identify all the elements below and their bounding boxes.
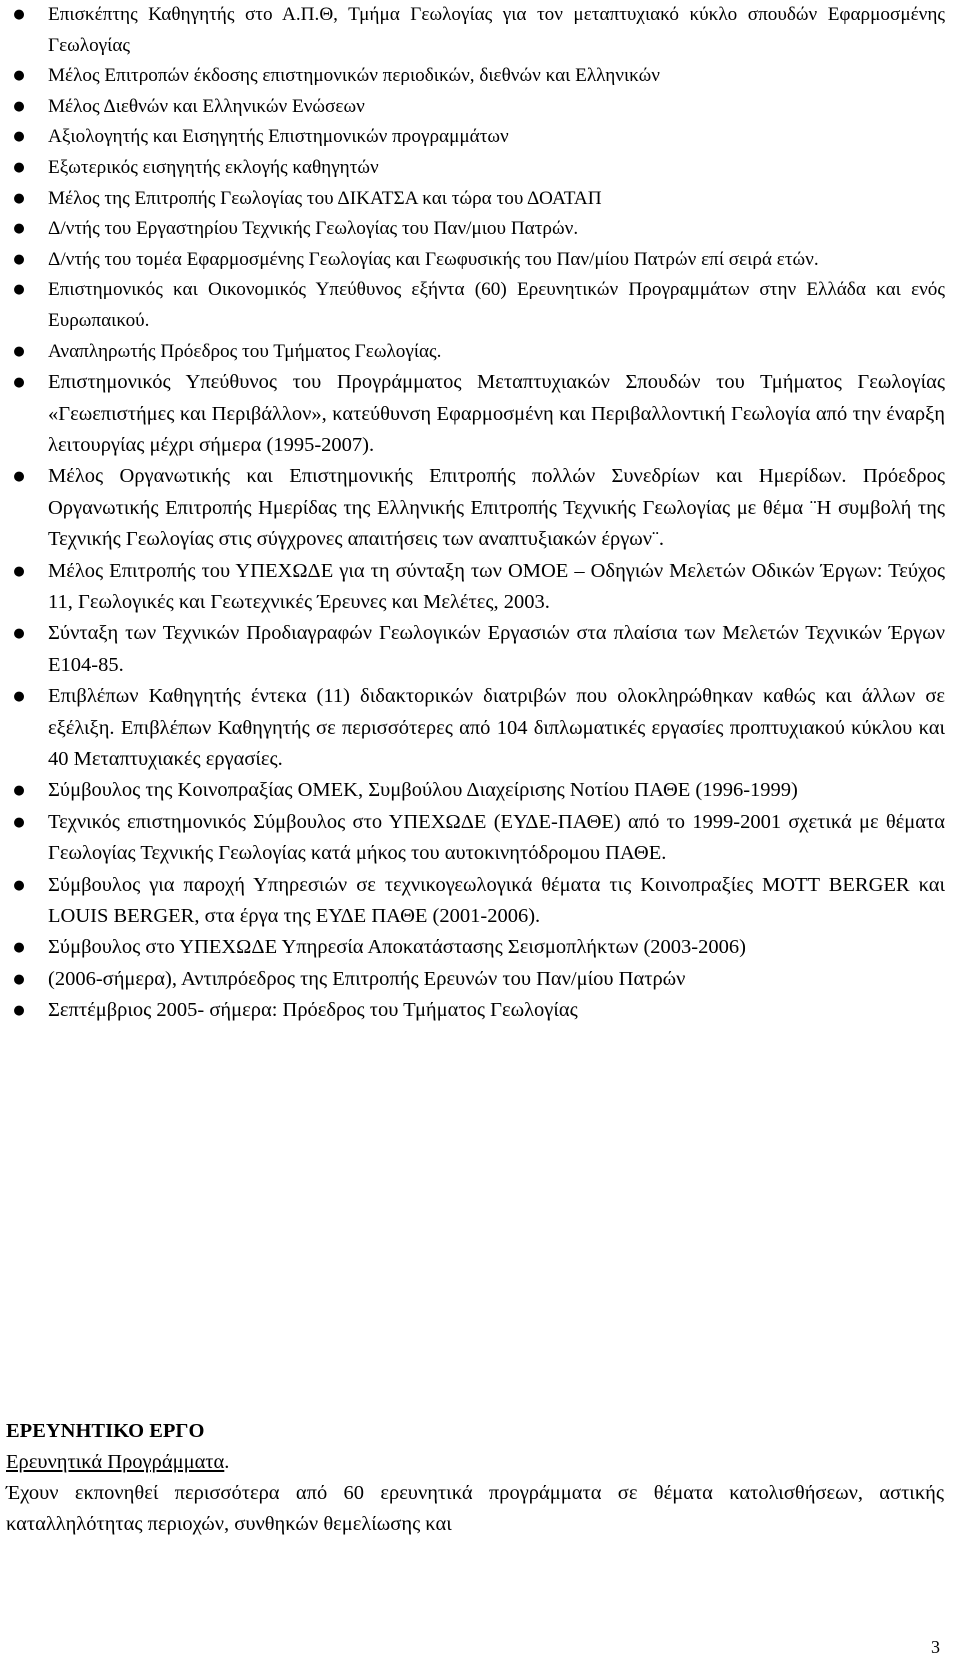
list-item: [10, 964, 945, 995]
list-item-text: Σύμβουλος στο ΥΠΕΧΩΔΕ Υπηρεσία Αποκατάστασης Σεισμοπλήκτων (2003-2006): [48, 936, 746, 959]
list-item: [10, 618, 945, 681]
bullet-icon: ●: [13, 282, 25, 298]
list-item-text: Σεπτέμβριος 2005- σήμερα: Πρόεδρος του Τμήματος Γεωλογίας: [48, 999, 578, 1022]
list-item: [10, 184, 945, 215]
section-paragraph: Έχουν εκπονηθεί περισσότερα από 60 ερευνητικά προγράμματα σε θέματα κατολισθήσεων, αστικής καταλληλότητας περιοχών, συνθηκών θεμελίωσης και: [6, 1482, 944, 1535]
list-item: [10, 275, 945, 336]
list-item: [10, 807, 945, 870]
bullet-icon: ●: [13, 375, 25, 391]
list-item: [10, 775, 945, 806]
list-item: [10, 337, 945, 368]
list-item: [10, 214, 945, 245]
bullet-icon: ●: [13, 98, 25, 114]
bullet-icon: ●: [13, 343, 25, 359]
list-item-text: Μέλος Οργανωτικής και Επιστημονικής Επιτροπής πολλών Συνεδρίων και Ημερίδων. Πρόεδρος Οργανωτικής Επιτροπής Ημερίδας της Ελληνικής Επιτροπής Τεχνικής Γεωλογίας με θέμα ¨Η συμβολή της Τεχνικής Γεωλογίας στις σύγχρονες απαιτήσεις των αναπτυξιακών έργων¨.: [48, 465, 945, 551]
list-item: [10, 681, 945, 775]
list-item-text: Τεχνικός επιστημονικός Σύμβουλος στο ΥΠΕΧΩΔΕ (ΕΥΔΕ-ΠΑΘΕ) από το 1999-2001 σχετικά με θέματα Γεωλογίας Τεχνικής Γεωλογίας κατά μήκος του αυτοκινητόδρομου ΠΑΘΕ.: [48, 810, 945, 865]
list-item: [10, 245, 945, 276]
page-number: 3: [931, 1637, 940, 1657]
section-subheading-suffix: .: [224, 1451, 230, 1473]
bullet-icon: ●: [13, 940, 25, 956]
list-item: [10, 870, 945, 933]
list-item-text: Μέλος της Επιτροπής Γεωλογίας του ΔΙΚΑΤΣΑ και τώρα του ΔΟΑΤΑΠ: [48, 187, 602, 209]
bullet-icon: ●: [13, 7, 25, 22]
section-subheading: Ερευνητικά Προγράμματα: [6, 1451, 225, 1473]
list-item-text: (2006-σήμερα), Αντιπρόεδρος της Επιτροπής Ερευνών του Παν/μίου Πατρών: [48, 967, 686, 990]
bullet-icon: ●: [13, 469, 25, 485]
section-heading: ΕΡΕΥΝΗΤΙΚΟ ΕΡΓΟ: [6, 1420, 205, 1442]
list-item-text: Αξιολογητής και Εισηγητής Επιστημονικών προγραμμάτων: [48, 126, 509, 148]
list-item-text: Δ/ντής του τομέα Εφαρμοσμένης Γεωλογίας και Γεωφυσικής του Παν/μίου Πατρών επί σειρά ετών.: [48, 248, 819, 270]
bullet-icon: ●: [13, 221, 25, 237]
list-item-text: Επιβλέπων Καθηγητής έντεκα (11) διδακτορικών διατριβών που ολοκληρώθηκαν καθώς και άλλων σε εξέλιξη. Επιβλέπων Καθηγητής σε περισσότερες από 104 διπλωματικές εργασίες προπτυχιακού κύκλου και 40 Μεταπτυχιακές εργασίες.: [48, 685, 945, 770]
list-item: [10, 0, 945, 61]
list-item: [10, 61, 945, 92]
bullet-icon: ●: [13, 251, 25, 267]
bullet-icon: ●: [13, 190, 25, 206]
list-item-text: Σύμβουλος για παροχή Υπηρεσιών σε τεχνικογεωλογικά θέματα τις Κοινοπραξίες MOTT BERGER και LOUIS BERGER, στα έργα της ΕΥΔΕ ΠΑΘΕ (2001-2006).: [48, 873, 945, 928]
list-item-text: Μέλος Επιτροπής του ΥΠΕΧΩΔΕ για τη σύνταξη των ΟΜΟΕ – Οδηγιών Μελετών Οδικών Έργων: Τεύχος 11, Γεωλογικές και Γεωτεχνικές Έρευνες και Μελέτες, 2003.: [48, 559, 945, 613]
list-item-text: Εξωτερικός εισηγητής εκλογής καθηγητών: [48, 156, 379, 178]
bullet-icon: ●: [13, 814, 25, 830]
bullet-icon: ●: [13, 971, 25, 987]
list-item: [10, 461, 945, 555]
list-item-text: Μέλος Διεθνών και Ελληνικών Ενώσεων: [48, 95, 365, 117]
bullet-icon: ●: [13, 877, 25, 893]
research-section: [6, 1416, 944, 1540]
section-subheading-line: [6, 1447, 944, 1478]
bullet-icon: ●: [13, 68, 25, 84]
bullet-icon: ●: [13, 783, 25, 799]
bullet-icon: ●: [13, 129, 25, 145]
list-item-text: Μέλος Επιτροπών έκδοσης επιστημονικών περιοδικών, διεθνών και Ελληνικών: [48, 65, 660, 87]
list-item: [10, 122, 945, 153]
list-item: [10, 556, 945, 619]
bullet-icon: ●: [13, 626, 25, 642]
list-item-text: Επιστημονικός Υπεύθυνος του Προγράμματος Μεταπτυχιακών Σπουδών του Τμήματος Γεωλογίας «Γεωεπιστήμες και Περιβάλλον», κατεύθυνση Εφαρμοσμένη και Περιβαλλοντική Γεωλογία από την έναρξη λειτουργίας μέχρι σήμερα (1995-2007).: [48, 371, 945, 456]
list-item-text: Σύμβουλος της Κοινοπραξίας ΟΜΕΚ, Συμβούλου Διαχείρισης Νοτίου ΠΑΘΕ (1996-1999): [48, 779, 798, 802]
cv-bullet-list: [10, 0, 945, 1027]
list-item: [10, 932, 945, 963]
list-item: [10, 92, 945, 123]
list-item-text: Επισκέπτης Καθηγητής στο Α.Π.Θ, Τμήμα Γεωλογίας για τον μεταπτυχιακό κύκλο σπουδών Εφαρμοσμένης Γεωλογίας: [48, 4, 945, 56]
list-item: [10, 153, 945, 184]
list-item-text: Σύνταξη των Τεχνικών Προδιαγραφών Γεωλογικών Εργασιών στα πλαίσια των Μελετών Τεχνικών Έργων Ε104-85.: [48, 622, 945, 676]
list-item-text: Αναπληρωτής Πρόεδρος του Τμήματος Γεωλογίας.: [48, 340, 442, 362]
bullet-icon: ●: [13, 159, 25, 175]
bullet-icon: ●: [13, 1003, 25, 1019]
list-item-text: Επιστημονικός και Οικονομικός Υπεύθυνος εξήντα (60) Ερευνητικών Προγραμμάτων στην Ελλάδα και ενός Ευρωπαικού.: [48, 279, 945, 331]
list-item: [10, 367, 945, 461]
list-item-text: Δ/ντής του Εργαστηρίου Τεχνικής Γεωλογίας του Παν/μιου Πατρών.: [48, 218, 579, 240]
list-item: [10, 995, 945, 1026]
bullet-icon: ●: [13, 689, 25, 705]
bullet-icon: ●: [13, 563, 25, 579]
